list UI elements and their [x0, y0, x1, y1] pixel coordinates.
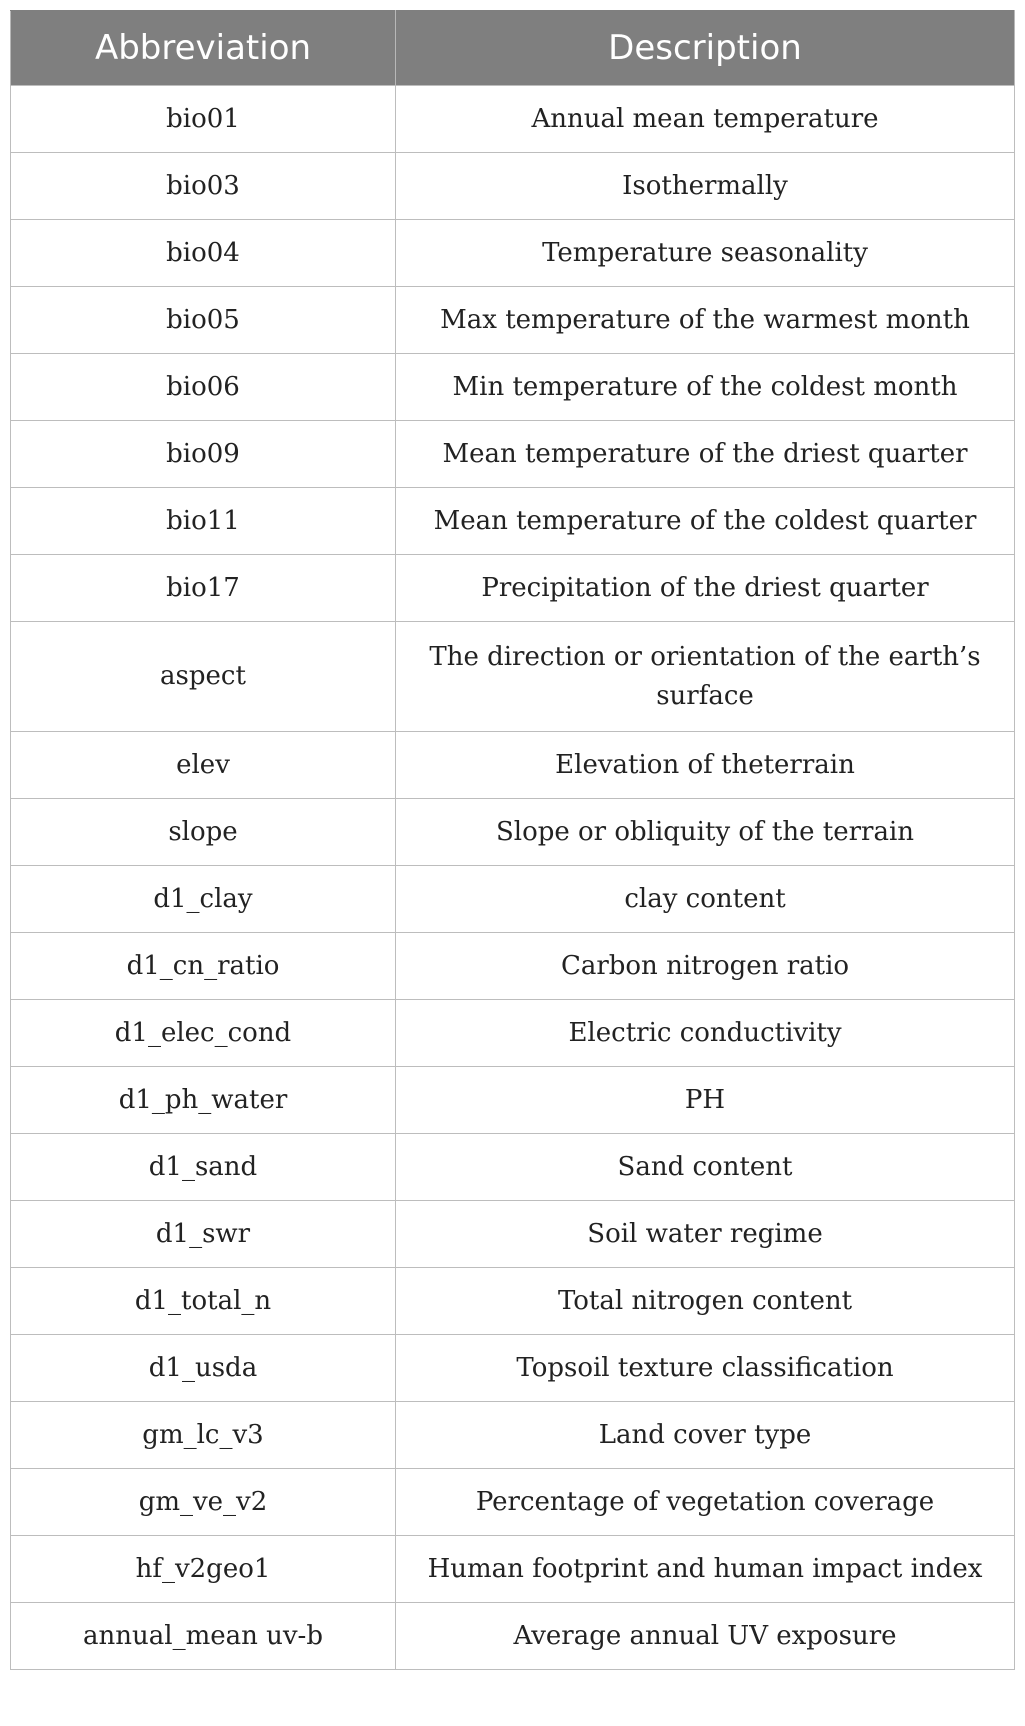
- table-row: [11, 1134, 1015, 1201]
- description-cell: Average annual UV exposure: [396, 1603, 1015, 1670]
- table-row: [11, 220, 1015, 287]
- table-row: [11, 866, 1015, 933]
- description-cell: Mean temperature of the driest quarter: [396, 421, 1015, 488]
- abbreviation-cell: d1_usda: [11, 1335, 396, 1402]
- description-cell: Isothermally: [396, 153, 1015, 220]
- description-cell: Land cover type: [396, 1402, 1015, 1469]
- abbreviation-cell: d1_sand: [11, 1134, 396, 1201]
- description-cell: Topsoil texture classification: [396, 1335, 1015, 1402]
- description-cell: Electric conductivity: [396, 1000, 1015, 1067]
- description-cell: Slope or obliquity of the terrain: [396, 799, 1015, 866]
- description-cell: Min temperature of the coldest month: [396, 354, 1015, 421]
- abbreviation-cell: d1_ph_water: [11, 1067, 396, 1134]
- table-header: [11, 11, 1015, 86]
- table-row: [11, 1402, 1015, 1469]
- abbreviation-cell: d1_cn_ratio: [11, 933, 396, 1000]
- abbreviation-cell: bio01: [11, 86, 396, 153]
- description-cell: The direction or orientation of the earth’s surface: [396, 622, 1015, 732]
- abbreviation-cell: bio17: [11, 555, 396, 622]
- table-row: [11, 1268, 1015, 1335]
- table-row: [11, 732, 1015, 799]
- table-row: [11, 1067, 1015, 1134]
- description-cell: Max temperature of the warmest month: [396, 287, 1015, 354]
- description-cell: Carbon nitrogen ratio: [396, 933, 1015, 1000]
- table-row: [11, 421, 1015, 488]
- description-cell: Soil water regime: [396, 1201, 1015, 1268]
- description-cell: Temperature seasonality: [396, 220, 1015, 287]
- abbreviation-table: [10, 10, 1015, 1670]
- description-cell: Human footprint and human impact index: [396, 1536, 1015, 1603]
- abbreviation-cell: gm_ve_v2: [11, 1469, 396, 1536]
- header-abbreviation: Abbreviation: [11, 11, 396, 86]
- description-cell: Sand content: [396, 1134, 1015, 1201]
- description-cell: clay content: [396, 866, 1015, 933]
- header-description: Description: [396, 11, 1015, 86]
- description-cell: Annual mean temperature: [396, 86, 1015, 153]
- table-row: [11, 1536, 1015, 1603]
- description-cell: Precipitation of the driest quarter: [396, 555, 1015, 622]
- abbreviation-cell: d1_clay: [11, 866, 396, 933]
- abbreviation-cell: bio11: [11, 488, 396, 555]
- table-row: [11, 933, 1015, 1000]
- abbreviation-cell: d1_swr: [11, 1201, 396, 1268]
- abbreviation-cell: slope: [11, 799, 396, 866]
- abbreviation-cell: d1_total_n: [11, 1268, 396, 1335]
- abbreviation-cell: bio09: [11, 421, 396, 488]
- abbreviation-cell: aspect: [11, 622, 396, 732]
- description-cell: Total nitrogen content: [396, 1268, 1015, 1335]
- table-row: [11, 488, 1015, 555]
- table-row: [11, 622, 1015, 732]
- abbreviation-cell: bio04: [11, 220, 396, 287]
- table-row: [11, 153, 1015, 220]
- description-cell: Percentage of vegetation coverage: [396, 1469, 1015, 1536]
- abbreviation-cell: d1_elec_cond: [11, 1000, 396, 1067]
- table-row: [11, 1335, 1015, 1402]
- abbreviation-cell: annual_mean uv-b: [11, 1603, 396, 1670]
- abbreviation-cell: elev: [11, 732, 396, 799]
- table-body: [11, 86, 1015, 1670]
- abbreviation-cell: gm_lc_v3: [11, 1402, 396, 1469]
- abbreviation-cell: bio06: [11, 354, 396, 421]
- table-row: [11, 287, 1015, 354]
- description-cell: PH: [396, 1067, 1015, 1134]
- table-row: [11, 555, 1015, 622]
- abbreviation-cell: hf_v2geo1: [11, 1536, 396, 1603]
- table-row: [11, 1000, 1015, 1067]
- table-row: [11, 1469, 1015, 1536]
- table-row: [11, 354, 1015, 421]
- description-cell: Elevation of theterrain: [396, 732, 1015, 799]
- abbreviation-cell: bio05: [11, 287, 396, 354]
- abbreviation-cell: bio03: [11, 153, 396, 220]
- table-row: [11, 799, 1015, 866]
- description-cell: Mean temperature of the coldest quarter: [396, 488, 1015, 555]
- abbreviation-table-container: [10, 10, 1014, 1670]
- table-row: [11, 1603, 1015, 1670]
- table-row: [11, 86, 1015, 153]
- header-row: [11, 11, 1015, 86]
- table-row: [11, 1201, 1015, 1268]
